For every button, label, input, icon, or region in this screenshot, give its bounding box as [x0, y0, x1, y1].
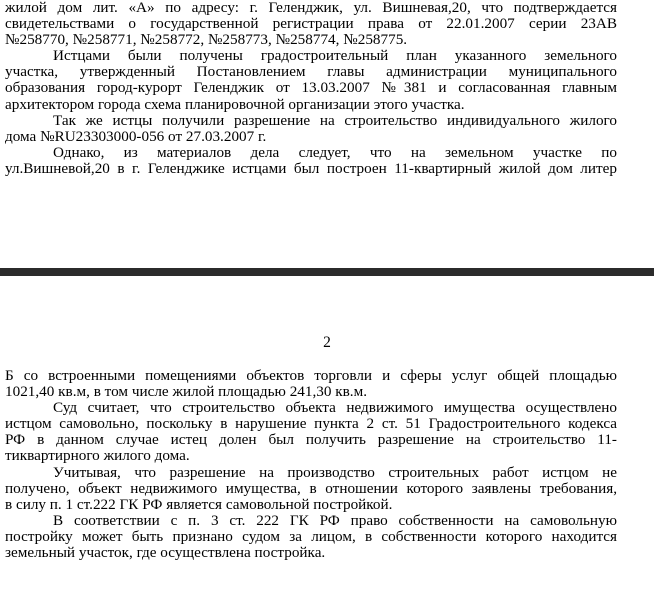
text-line: В соответствии с п. 3 ст. 222 ГК РФ право собственности на самовольную [53, 511, 617, 529]
text-line: РФ в данном случае истец долен был получить разрешение на строительство 11- [5, 431, 617, 449]
text-line: в силу п. 1 ст.222 ГК РФ является самовольной постройкой. [5, 495, 393, 513]
text-line: Так же истцы получили разрешение на строительство индивидуального жилого [53, 111, 617, 129]
text-line: свидетельствами о государственной регистрации права от 22.01.2007 серии 23АВ [5, 15, 617, 33]
text-line: Однако, из материалов дела следует, что на земельном участке по [53, 143, 617, 161]
text-line: дома №RU23303000-056 от 27.03.2007 г. [5, 127, 267, 145]
text-line: 1021,40 кв.м, в том числе жилой площадью 241,30 кв.м. [5, 383, 368, 401]
page-number: 2 [323, 334, 331, 351]
text-line: №258770, №258771, №258772, №258773, №258774, №258775. [5, 31, 408, 49]
document-page-top [0, 0, 654, 268]
text-line: ул.Вишневой,20 в г. Геленджике истцами был построен 11-квартирный жилой дом литер [5, 159, 617, 177]
text-line: Суд считает, что строительство объекта недвижимого имущества осуществлено [53, 399, 617, 417]
text-line: получено, объект недвижимого имущества, в отношении которого заявлены требования, [5, 479, 617, 497]
text-line: тиквартирного жилого дома. [5, 447, 190, 465]
page-bottom-text [5, 368, 617, 561]
text-line: жилой дом лит. «А» по адресу: г. Геленджик, ул. Вишневая,20, что подтверждается [5, 0, 617, 16]
text-line: Истцами были получены градостроительный план указанного земельного [53, 47, 617, 65]
text-line: Б со встроенными помещениями объектов торговли и сферы услуг общей площадью [5, 367, 617, 384]
text-line: истцом самовольно, поскольку в нарушение пункта 2 ст. 51 Градостроительного кодекса [5, 415, 617, 433]
text-line: постройку может быть признано судом за лицом, в собственности которого находится [5, 527, 617, 545]
document-page-bottom [0, 276, 654, 597]
text-line: земельный участок, где осуществлена постройка. [5, 544, 326, 562]
text-line: архитектором города схема планировочной организации этого участка. [5, 95, 465, 113]
page-separator [0, 268, 654, 276]
page-top-text [5, 0, 617, 177]
text-line: Учитывая, что разрешение на производство строительных работ истцом не [53, 463, 617, 481]
text-line: участка, утвержденный Постановлением главы администрации муниципального [5, 63, 617, 81]
text-line: образования город-курорт Геленджик от 13.03.2007 №381 и согласованная главным [5, 79, 617, 97]
